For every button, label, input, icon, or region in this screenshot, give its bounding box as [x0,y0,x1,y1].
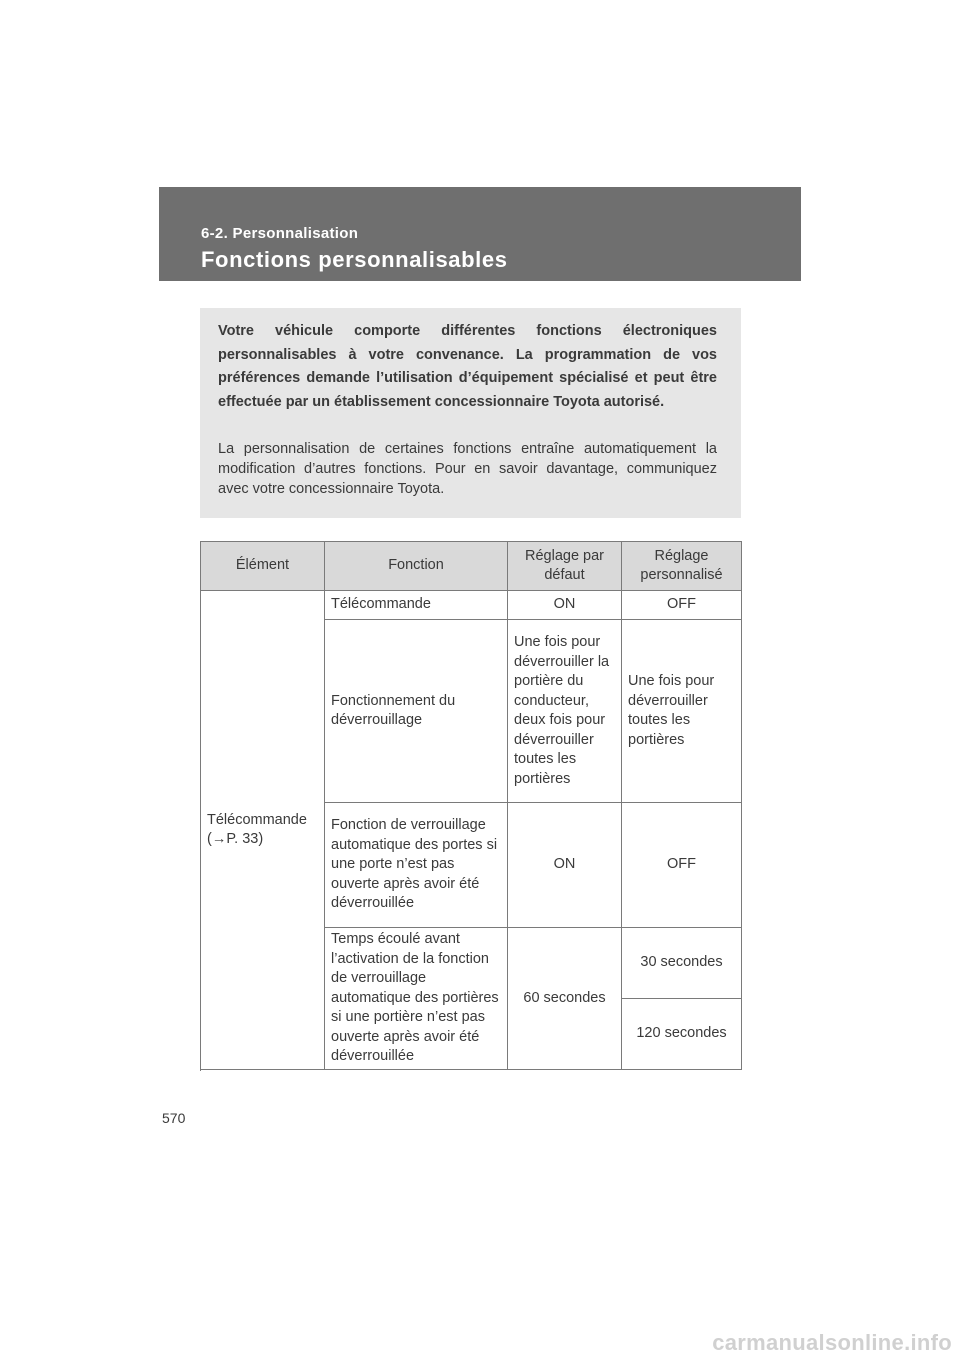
custom-cell: Une fois pour déverrouiller toutes les portières [622,620,742,803]
arrow-right-icon: → [211,831,227,847]
section-label: 6-2. Personnalisation [201,225,359,242]
watermark: carmanualsonline.info [712,1330,952,1355]
custom-cell-option-2: 120 secondes [622,999,742,1070]
default-cell: 60 secondes [508,928,622,1070]
header-custom: Réglage personnalisé [622,542,742,591]
page-reference-link[interactable]: P. 33 [226,831,259,847]
page-title: Fonctions personnalisables [201,247,508,272]
intro-bold-paragraph: Votre véhicule comporte différentes fonctions électroniques personnalisables à votre convenance. La programmation de vos préférences demande l’utilisation d’équipement spécialisé et peut être effectuée par un établissement concessionnaire Toyota autorisé. [218,323,717,410]
custom-cell: OFF [622,591,742,620]
header-default: Réglage par défaut [508,542,622,591]
default-cell: ON [508,591,622,620]
custom-cell-option-1: 30 secondes [622,928,742,999]
default-cell: ON [508,803,622,928]
element-name: Télécommande [207,811,307,828]
intro-note-paragraph: La personnalisation de certaines fonctions entraîne automatiquement la modification d’autres fonctions. Pour en savoir davantage, communiquez avec votre concessionnaire Toyota. [218,441,717,497]
section-header-band [159,187,801,281]
custom-cell: OFF [622,803,742,928]
element-cell: Télécommande (→P. 33) [201,591,325,1070]
function-cell: Fonctionnement du déverrouillage [325,620,508,803]
default-cell: Une fois pour déverrouiller la portière du conducteur, deux fois pour déverrouiller toutes les portières [508,620,622,803]
table-header-row [201,542,742,591]
header-element: Élément [201,542,325,591]
function-cell: Télécommande [325,591,508,620]
customization-table [200,541,742,1070]
function-cell: Temps écoulé avant l’activation de la fonction de verrouillage automatique des portières si une portière n’est pas ouverte après avoir été déverrouillée [325,928,508,1070]
header-function: Fonction [325,542,508,591]
function-cell: Fonction de verrouillage automatique des portes si une porte n’est pas ouverte après avoir été déverrouillée [325,803,508,928]
intro-box [200,308,741,518]
page-number: 570 [162,1110,186,1126]
table-row [201,591,742,620]
